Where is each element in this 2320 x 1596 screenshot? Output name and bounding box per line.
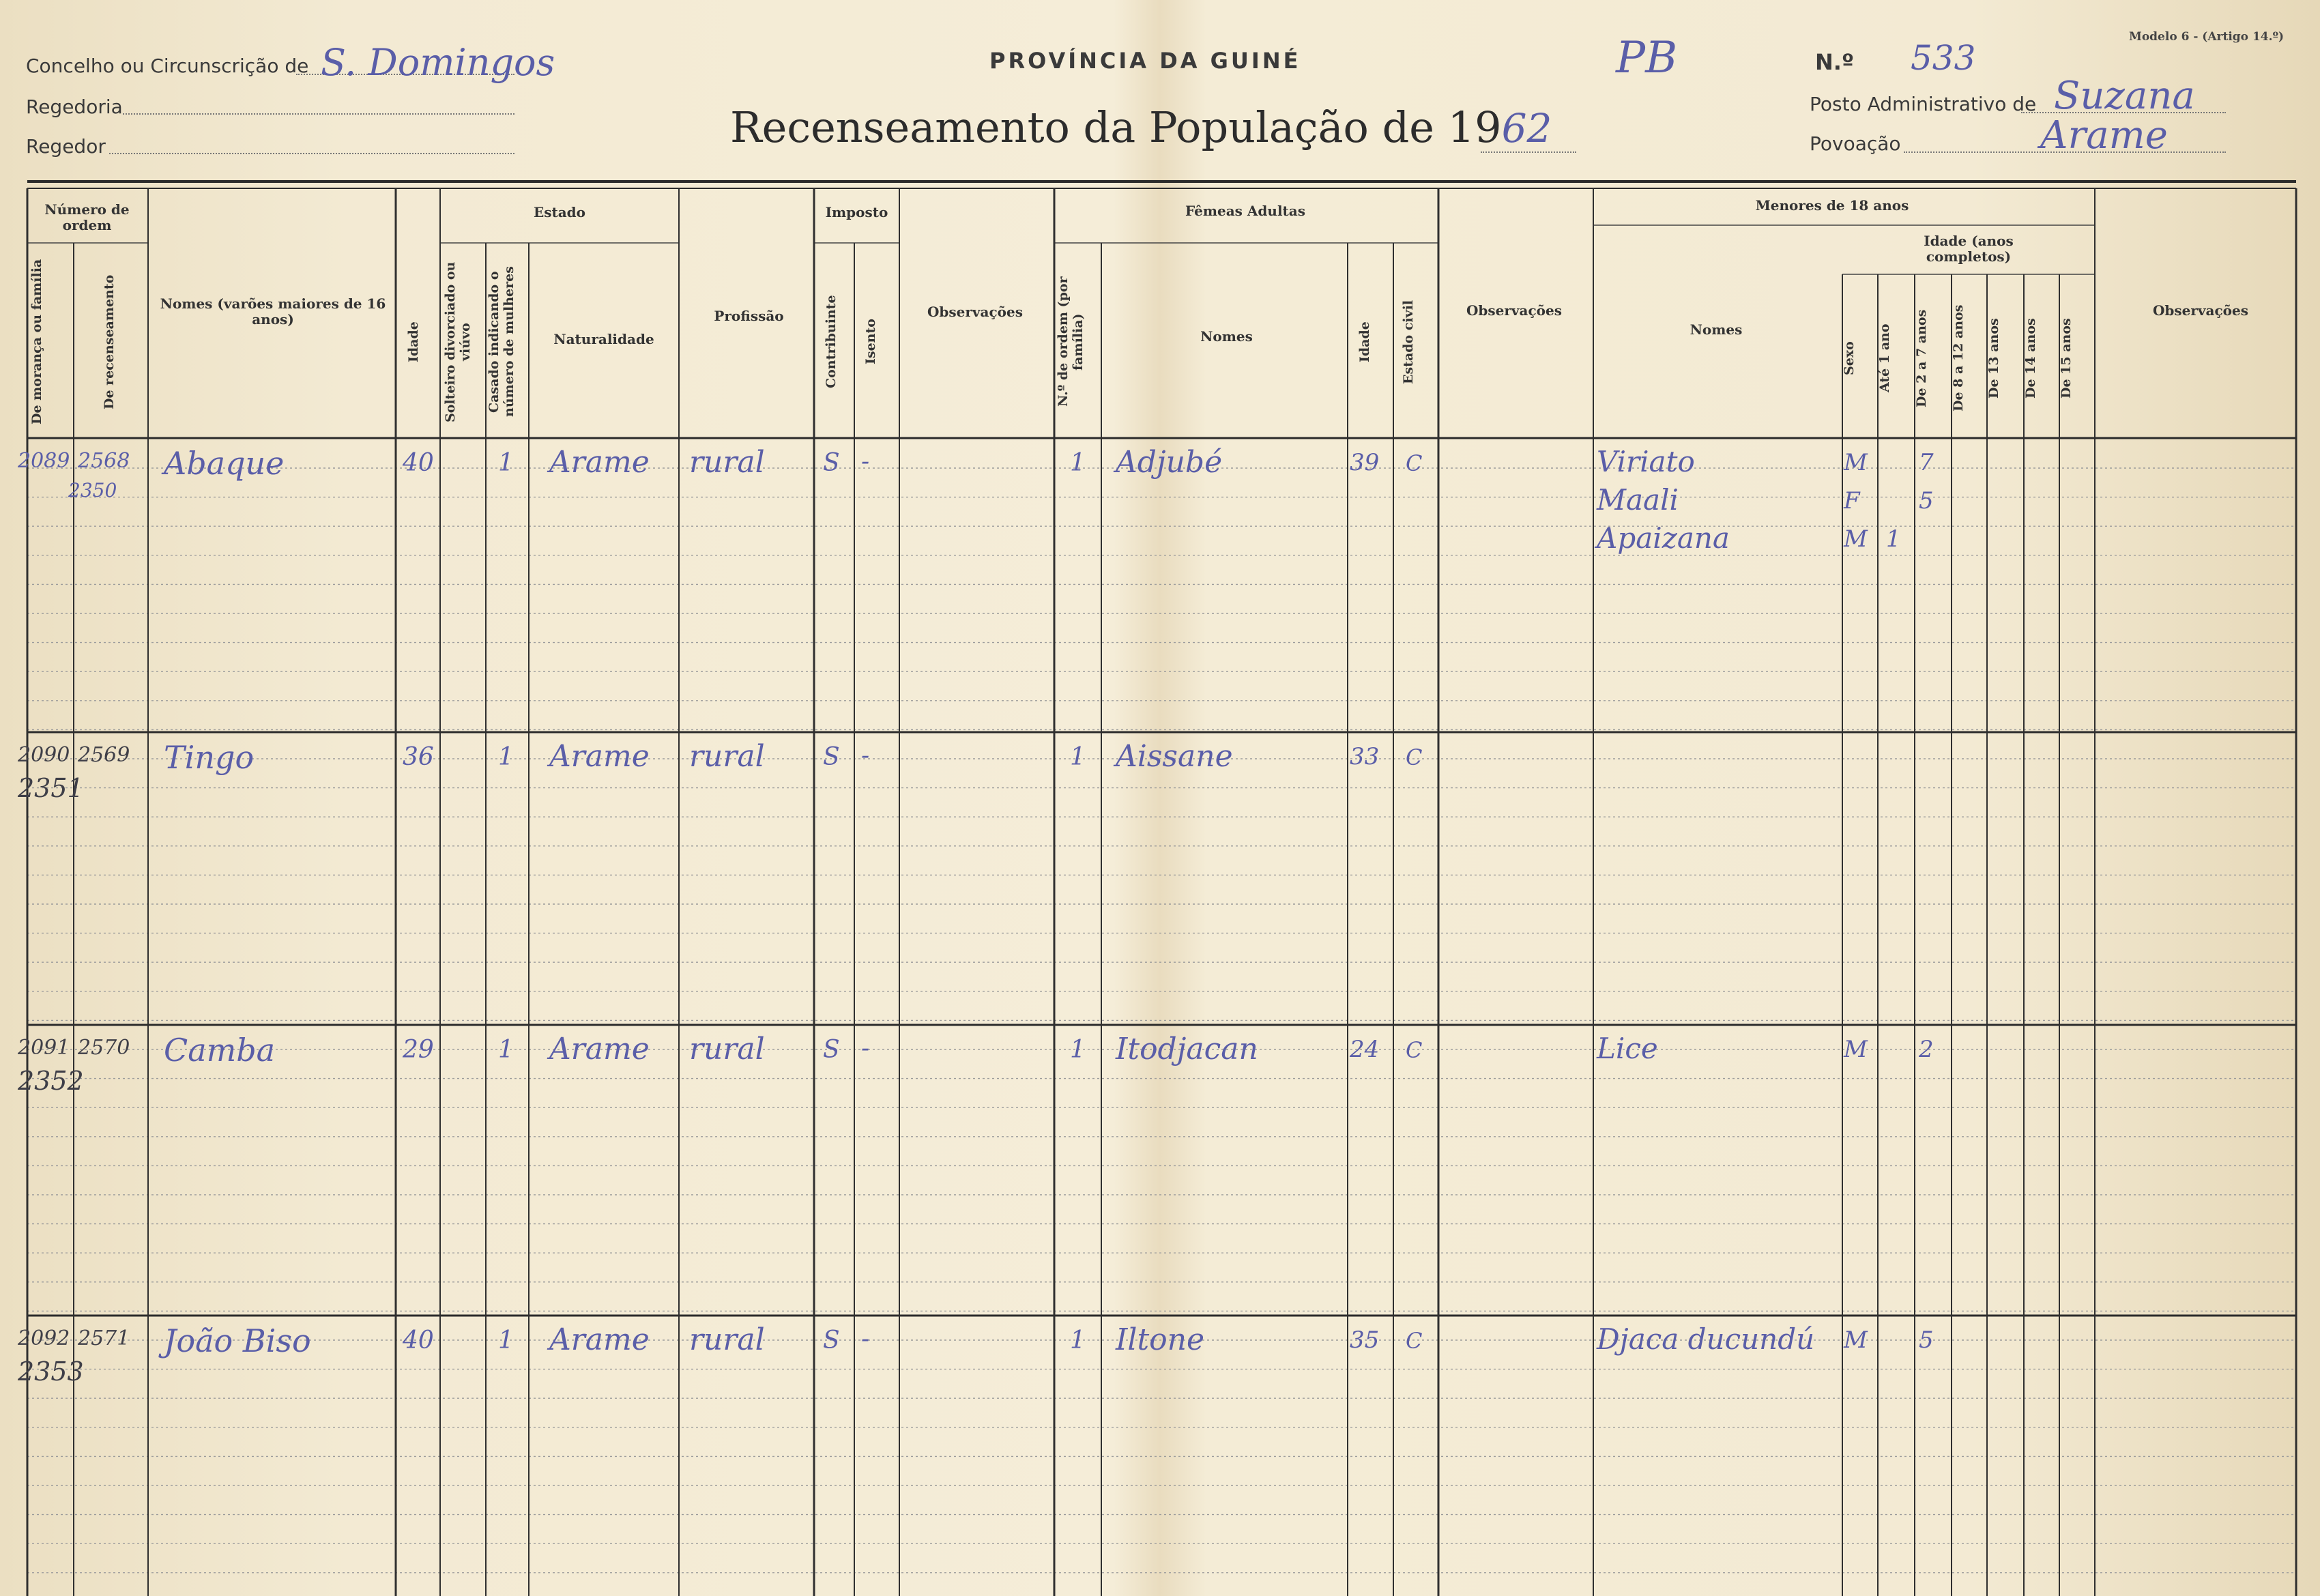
record-nome: Camba xyxy=(164,1032,276,1069)
col-nomes-femeas: Nomes xyxy=(1200,328,1253,345)
record-moranca: 2092 xyxy=(18,1326,70,1350)
femea-idade: 24 xyxy=(1350,1036,1380,1063)
femea-nome: Aissane xyxy=(1116,739,1233,774)
menor-sexo: M xyxy=(1844,449,1868,476)
col-15-anos: De 15 anos xyxy=(2059,318,2074,398)
femea-estado: C xyxy=(1406,744,1423,770)
povoacao-label: Povoação xyxy=(1810,132,1901,155)
col-13-anos: De 13 anos xyxy=(1986,318,2001,398)
povoacao-value: Arame xyxy=(2040,113,2168,158)
col-8-a-12: De 8 a 12 anos xyxy=(1951,304,1966,412)
femea-ordem: 1 xyxy=(1070,449,1086,477)
record-profissao: rural xyxy=(689,1322,765,1357)
record-moranca: 2090 xyxy=(18,743,70,767)
record-idade: 40 xyxy=(403,1326,434,1354)
posto-value: Suzana xyxy=(2054,74,2195,118)
record-recenseamento: 2570 xyxy=(78,1036,130,1060)
femea-idade: 39 xyxy=(1350,449,1380,476)
femea-ordem: 1 xyxy=(1070,1036,1086,1064)
femea-idade: 33 xyxy=(1350,743,1380,770)
record-casado: 1 xyxy=(498,743,514,771)
record-naturalidade: Arame xyxy=(549,739,650,774)
femea-ordem: 1 xyxy=(1070,1326,1086,1354)
femea-estado: C xyxy=(1406,1328,1423,1354)
census-title-prefix: Recenseamento da População de 19 xyxy=(730,102,1502,152)
record-idade: 40 xyxy=(403,449,434,477)
record-casado: 1 xyxy=(498,1036,514,1064)
menor-2a7: 2 xyxy=(1919,1036,1934,1063)
femea-ordem: 1 xyxy=(1070,743,1086,771)
year-line xyxy=(1481,151,1576,153)
regedor-label: Regedor xyxy=(26,135,106,158)
record-isento: - xyxy=(861,1325,870,1353)
concelho-label: Concelho ou Circunscrição de xyxy=(26,55,309,77)
record-isento: - xyxy=(861,1034,870,1062)
record-casado: 1 xyxy=(498,1326,514,1354)
femea-nome: Itodjacan xyxy=(1116,1032,1258,1067)
menor-sexo: F xyxy=(1844,487,1860,514)
posto-label: Posto Administrativo de xyxy=(1810,93,2037,115)
record-moranca: 2091 xyxy=(18,1036,70,1060)
menor-nome: Apaizana xyxy=(1597,521,1730,555)
menor-2a7: 7 xyxy=(1919,449,1934,476)
record-naturalidade: Arame xyxy=(549,1032,650,1067)
menor-sexo: M xyxy=(1844,1036,1868,1063)
record-recenseamento-alt: 2352 xyxy=(18,1066,84,1096)
col-imposto: Imposto xyxy=(825,204,888,220)
col-numero-ordem: Número de ordem xyxy=(44,201,130,233)
menor-ate1: 1 xyxy=(1886,525,1901,553)
record-recenseamento: 2568 xyxy=(78,449,130,473)
numero-label: N.º xyxy=(1815,49,1854,75)
col-moranca: De morança ou família xyxy=(29,259,44,425)
record-recenseamento: 2569 xyxy=(78,743,130,767)
record-isento: - xyxy=(861,742,870,770)
menor-sexo: M xyxy=(1844,525,1868,553)
col-sexo: Sexo xyxy=(1842,341,1857,375)
col-naturalidade: Naturalidade xyxy=(553,331,654,347)
col-ate-1-ano: Até 1 ano xyxy=(1877,323,1892,393)
record-profissao: rural xyxy=(689,445,765,480)
record-casado: 1 xyxy=(498,449,514,477)
col-solteiro: Solteiro divorciado ou viúvo xyxy=(443,261,473,422)
record-recenseamento-alt: 2350 xyxy=(68,479,117,502)
record-recenseamento: 2571 xyxy=(78,1326,130,1350)
record-profissao: rural xyxy=(689,739,765,774)
menor-nome: Viriato xyxy=(1597,445,1695,478)
record-contribuinte: S xyxy=(823,1036,840,1064)
record-nome: João Biso xyxy=(164,1322,311,1359)
col-contribuinte: Contribuinte xyxy=(824,295,839,389)
record-recenseamento-alt: 2353 xyxy=(18,1356,84,1387)
col-idade-menores: Idade (anos completos) xyxy=(1924,233,2014,265)
col-observacoes-1: Observações xyxy=(927,304,1023,320)
femea-estado: C xyxy=(1406,450,1423,476)
regedoria-line xyxy=(123,113,514,115)
col-casado: Casado indicando o número de mulheres xyxy=(487,266,517,418)
menor-nome: Lice xyxy=(1597,1032,1658,1065)
menor-nome: Maali xyxy=(1597,483,1679,517)
record-idade: 29 xyxy=(403,1036,434,1064)
record-contribuinte: S xyxy=(823,449,840,477)
col-ordem-familia: N.º de ordem (por família) xyxy=(1056,276,1086,407)
col-idade-femeas: Idade xyxy=(1357,321,1372,362)
regedor-line xyxy=(109,153,514,154)
col-femeas-adultas: Fêmeas Adultas xyxy=(1185,203,1305,219)
record-idade: 36 xyxy=(403,743,434,771)
col-isento: Isento xyxy=(863,319,878,365)
record-contribuinte: S xyxy=(823,743,840,771)
femea-estado: C xyxy=(1406,1037,1423,1063)
record-naturalidade: Arame xyxy=(549,445,650,480)
col-observacoes-2: Observações xyxy=(1466,302,1562,319)
regedoria-label: Regedoria xyxy=(26,96,123,118)
record-recenseamento-alt: 2351 xyxy=(18,773,84,803)
col-estado: Estado xyxy=(533,204,586,220)
femea-idade: 35 xyxy=(1350,1326,1380,1354)
menor-sexo: M xyxy=(1844,1326,1868,1354)
femea-nome: Iltone xyxy=(1116,1322,1205,1357)
record-naturalidade: Arame xyxy=(549,1322,650,1357)
province-title: PROVÍNCIA DA GUINÉ xyxy=(989,48,1301,74)
menor-2a7: 5 xyxy=(1919,1326,1934,1354)
record-isento: - xyxy=(861,448,870,476)
census-year: 62 xyxy=(1501,105,1552,151)
col-14-anos: De 14 anos xyxy=(2023,318,2038,398)
record-moranca: 2089 xyxy=(18,449,70,473)
model-note: Modelo 6 - (Artigo 14.º) xyxy=(2129,30,2285,44)
record-contribuinte: S xyxy=(823,1326,840,1354)
concelho-value: S. Domingos xyxy=(321,41,555,84)
menor-2a7: 5 xyxy=(1919,487,1934,514)
col-2-a-7: De 2 a 7 anos xyxy=(1914,309,1929,407)
numero-value: 533 xyxy=(1911,38,1976,78)
col-nomes-menores: Nomes xyxy=(1690,321,1743,338)
femea-nome: Adjubé xyxy=(1116,445,1223,480)
col-nomes-varoes: Nomes (varões maiores de 16 anos) xyxy=(160,295,386,328)
census-title xyxy=(730,102,1552,152)
record-profissao: rural xyxy=(689,1032,765,1067)
col-recenseamento: De recenseamento xyxy=(102,274,117,409)
col-profissao: Profissão xyxy=(714,308,784,324)
record-nome: Tingo xyxy=(164,739,255,776)
menor-nome: Djaca ducundú xyxy=(1597,1322,1815,1356)
initials-mark: PB xyxy=(1616,33,1678,83)
col-estado-civil: Estado civil xyxy=(1401,300,1416,384)
record-nome: Abaque xyxy=(164,445,285,482)
col-idade: Idade xyxy=(406,321,421,362)
col-menores: Menores de 18 anos xyxy=(1755,197,1909,214)
col-observacoes-3: Observações xyxy=(2152,302,2248,319)
